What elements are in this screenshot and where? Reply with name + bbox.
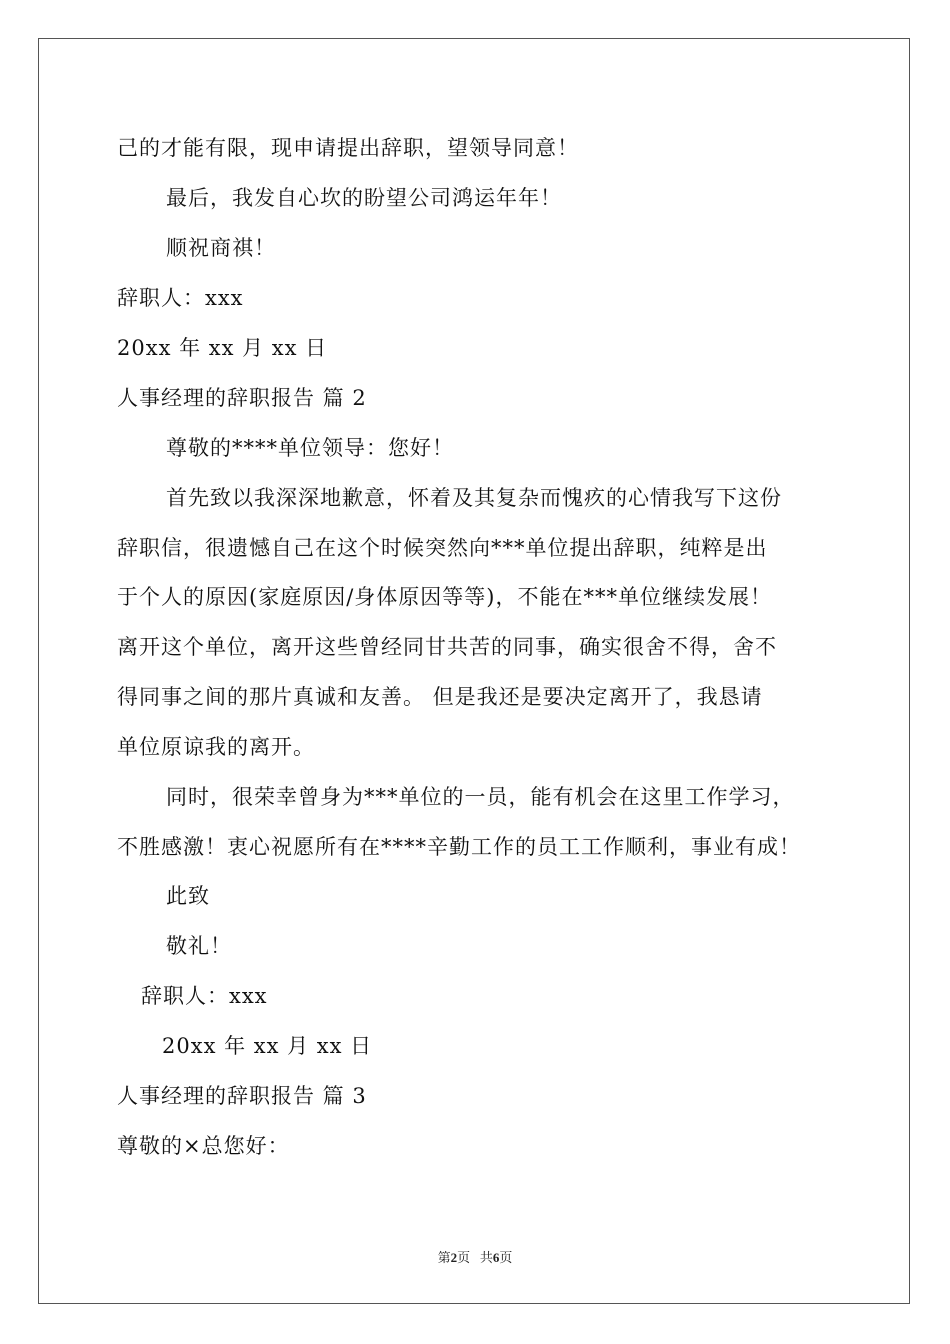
footer-prefix: 第 [437,1250,451,1265]
footer-page-number: 2 [450,1250,458,1265]
closing-line: 此致 [166,884,210,908]
page-footer [0,1247,950,1266]
footer-total-pages: 6 [492,1250,500,1265]
body-line-1: 己的才能有限，现申请提出辞职，望领导同意！ [117,136,579,160]
footer-total-suffix: 页 [499,1250,513,1265]
date-line: 20xx 年 xx 月 xx 日 [162,1034,373,1058]
date-line: 20xx 年 xx 月 xx 日 [117,336,328,360]
body-line: 于个人的原因(家庭原因/身体原因等等)，不能在***单位继续发展！ [117,585,772,609]
footer-page-suffix: 页 [457,1250,471,1265]
salutation: 尊敬的×总您好： [117,1134,290,1158]
signer-line: 辞职人：xxx [141,984,268,1008]
body-line: 首先致以我深深地歉意，怀着及其复杂而愧疚的心情我写下这份 [166,486,782,510]
body-line: 离开这个单位，离开这些曾经同甘共苦的同事，确实很舍不得，舍不 [117,635,777,659]
closing-wish: 最后，我发自心坎的盼望公司鸿运年年！ [166,186,562,210]
body-line: 同时，很荣幸曾身为***单位的一员，能有机会在这里工作学习， [166,785,795,809]
body-line: 辞职信，很遗憾自己在这个时候突然向***单位提出辞职，纯粹是出 [117,536,768,560]
body-line: 单位原谅我的离开。 [117,735,315,759]
page-border [38,38,910,1304]
body-line: 得同事之间的那片真诚和友善。 但是我还是要决定离开了，我恳请 [117,685,763,709]
signer-line: 辞职人：xxx [117,286,244,310]
salutation: 尊敬的****单位领导：您好！ [166,436,454,460]
body-line: 不胜感激！衷心祝愿所有在****辛勤工作的员工工作顺利，事业有成！ [117,835,801,859]
closing-salute: 敬礼！ [166,934,232,958]
footer-total-prefix: 共 [479,1250,493,1265]
regards-line: 顺祝商祺！ [166,236,276,260]
section-heading-2: 人事经理的辞职报告 篇 2 [117,386,367,410]
section-heading-3: 人事经理的辞职报告 篇 3 [117,1084,367,1108]
